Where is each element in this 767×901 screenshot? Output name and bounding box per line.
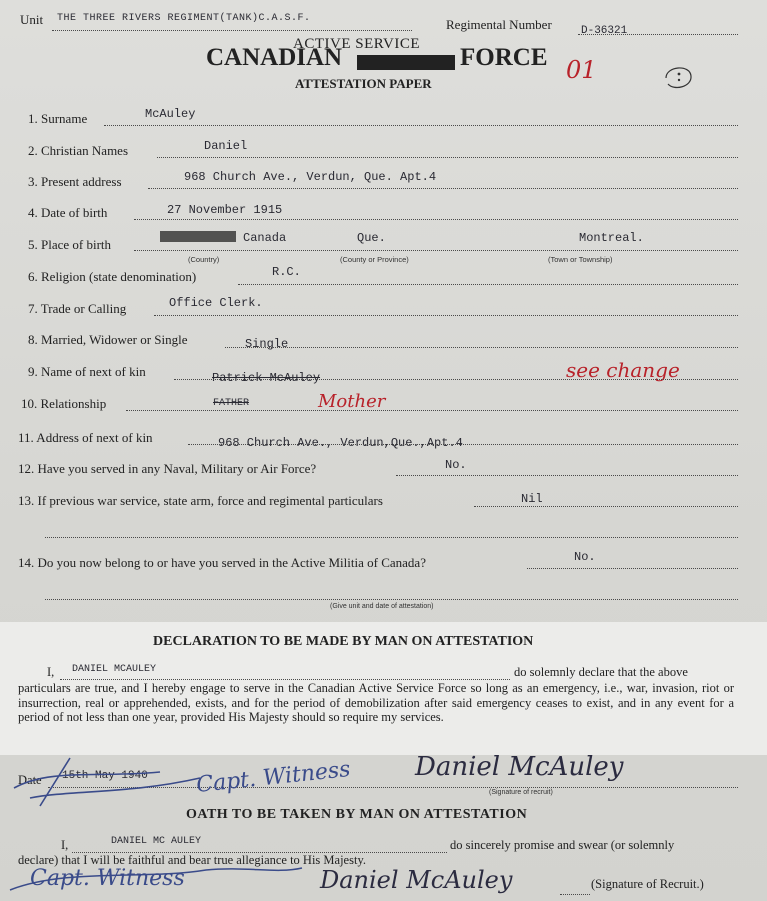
field-christian-names-label: 2. Christian Names xyxy=(28,143,129,158)
field-place-of-birth-country: Canada xyxy=(243,231,287,245)
unit-label: Unit xyxy=(20,12,44,27)
declaration-date-value: 15th May 1940 xyxy=(62,770,148,782)
oath-i: I, xyxy=(61,838,69,852)
regimental-number-label: Regimental Number xyxy=(446,17,552,32)
relationship-note: Mother xyxy=(318,391,386,412)
oath-witness-signature: Capt. Witness xyxy=(30,866,185,891)
field-militia-label: 14. Do you now belong to or have you served in the Active Militia of Canada? xyxy=(18,555,426,570)
declaration-line1-end: do solemnly declare that the above xyxy=(514,665,688,679)
witness-scribble-icon xyxy=(10,748,210,808)
caption-country: (Country) xyxy=(188,255,220,264)
field-relationship-label: 10. Relationship xyxy=(21,396,107,411)
field-relationship-value: FATHER xyxy=(213,398,250,409)
title-canadian: CANADIAN xyxy=(206,44,343,71)
regimental-number-line xyxy=(578,34,738,35)
declaration-heading: DECLARATION TO BE MADE BY MAN ON ATTESTATION xyxy=(153,634,534,649)
field-trade-value: Office Clerk. xyxy=(169,296,263,310)
field-surname-line xyxy=(104,125,738,126)
field-place-of-birth-town: Montreal. xyxy=(579,231,644,245)
declaration-date-label: Date xyxy=(18,773,42,787)
declaration-witness-signature: Capt. Witness xyxy=(195,756,352,799)
oath-name: DANIEL MC AULEY xyxy=(111,836,202,847)
field-marital-status-value: Single xyxy=(245,337,289,351)
field-christian-names-line xyxy=(157,157,738,158)
field-militia-line xyxy=(527,568,738,569)
red-mark: 01 xyxy=(566,56,597,84)
subtitle: ATTESTATION PAPER xyxy=(295,76,432,91)
field-date-of-birth-line xyxy=(134,219,738,220)
oath-signature-caption: (Signature of Recruit.) xyxy=(591,877,704,891)
declaration-body: particulars are true, and I hereby engage to serve in the Canadian Active Service Force so long as an emergency, i.e., war, invasion, riot or insurrection, real or apprehended, exists, and for the period of demobilization after said emergency ceases to exist, and in any event for a period of not less than one year, provided His Majesty should so require my services. xyxy=(18,681,734,725)
active-service-text: ACTIVE SERVICE xyxy=(293,36,421,52)
field-present-address-label: 3. Present address xyxy=(28,174,122,189)
declaration-name-line xyxy=(60,679,510,680)
field-militia-value: No. xyxy=(574,550,596,564)
field-marital-status-line xyxy=(225,347,738,348)
title-force: FORCE xyxy=(460,44,548,71)
circle-mark-icon xyxy=(660,60,698,96)
field-relationship-line xyxy=(126,410,738,411)
field-trade-label: 7. Trade or Calling xyxy=(28,301,127,316)
regimental-number-value: D-36321 xyxy=(581,25,628,37)
field-served-forces-line xyxy=(396,475,738,476)
declaration-recruit-signature: Daniel McAuley xyxy=(415,752,624,782)
field-place-of-birth-line xyxy=(134,250,738,251)
field-next-of-kin-line xyxy=(174,379,738,380)
caption-town-township: (Town or Township) xyxy=(548,255,613,264)
caption-county-province: (County or Province) xyxy=(340,255,409,264)
field-next-of-kin-value: Patrick McAuley xyxy=(212,371,321,385)
field-surname-value: McAuley xyxy=(145,107,196,121)
unit-value: THE THREE RIVERS REGIMENT(TANK)C.A.S.F. xyxy=(57,13,311,24)
field-next-of-kin-label: 9. Name of next of kin xyxy=(28,364,146,379)
declaration-name: DANIEL MCAULEY xyxy=(72,664,157,675)
field-previous-service-label: 13. If previous war service, state arm, force and regimental particulars xyxy=(18,493,383,508)
field-religion-value: R.C. xyxy=(272,265,301,279)
oath-witness-scribble-icon xyxy=(6,860,306,900)
field-kin-address-value: 968 Church Ave., Verdun,Que.,Apt.4 xyxy=(218,436,463,450)
field-christian-names-value: Daniel xyxy=(204,139,248,153)
oath-heading: OATH TO BE TAKEN BY MAN ON ATTESTATION xyxy=(186,807,528,822)
field-religion-line xyxy=(238,284,738,285)
field-previous-service-line-2 xyxy=(45,537,738,538)
field-previous-service-value: Nil xyxy=(521,492,543,506)
oath-line1-end: do sincerely promise and swear (or solemnly xyxy=(450,838,675,852)
field-marital-status-label: 8. Married, Widower or Single xyxy=(28,332,188,347)
field-date-of-birth-label: 4. Date of birth xyxy=(28,205,108,220)
field-previous-service-line xyxy=(474,506,738,507)
oath-line2: declare) that I will be faithful and bear true allegiance to His Majesty. xyxy=(18,853,367,867)
militia-caption: (Give unit and date of attestation) xyxy=(330,603,434,610)
field-present-address-value: 968 Church Ave., Verdun, Que. Apt.4 xyxy=(184,170,437,184)
field-trade-line xyxy=(154,315,738,316)
declaration-signature-caption: (Signature of recruit) xyxy=(489,789,553,796)
oath-signature-line xyxy=(560,894,590,895)
field-kin-address-label: 11. Address of next of kin xyxy=(18,430,153,445)
oath-recruit-signature: Daniel McAuley xyxy=(320,866,513,894)
field-kin-address-line xyxy=(188,444,738,445)
field-date-of-birth-value: 27 November 1915 xyxy=(167,203,283,217)
field-served-forces-value: No. xyxy=(445,458,467,472)
unit-line xyxy=(52,30,412,31)
field-surname-label: 1. Surname xyxy=(28,111,88,126)
field-place-of-birth-province: Que. xyxy=(357,231,386,245)
struck-town-scribble xyxy=(160,231,236,242)
field-served-forces-label: 12. Have you served in any Naval, Military or Air Force? xyxy=(18,461,317,476)
declaration-i: I, xyxy=(47,665,55,679)
field-present-address-line xyxy=(148,188,738,189)
field-religion-label: 6. Religion (state denomination) xyxy=(28,269,197,284)
field-place-of-birth-label: 5. Place of birth xyxy=(28,237,112,252)
title-struck-word xyxy=(357,55,455,70)
field-militia-line-2 xyxy=(45,599,738,600)
next-of-kin-note: see change xyxy=(566,358,680,382)
